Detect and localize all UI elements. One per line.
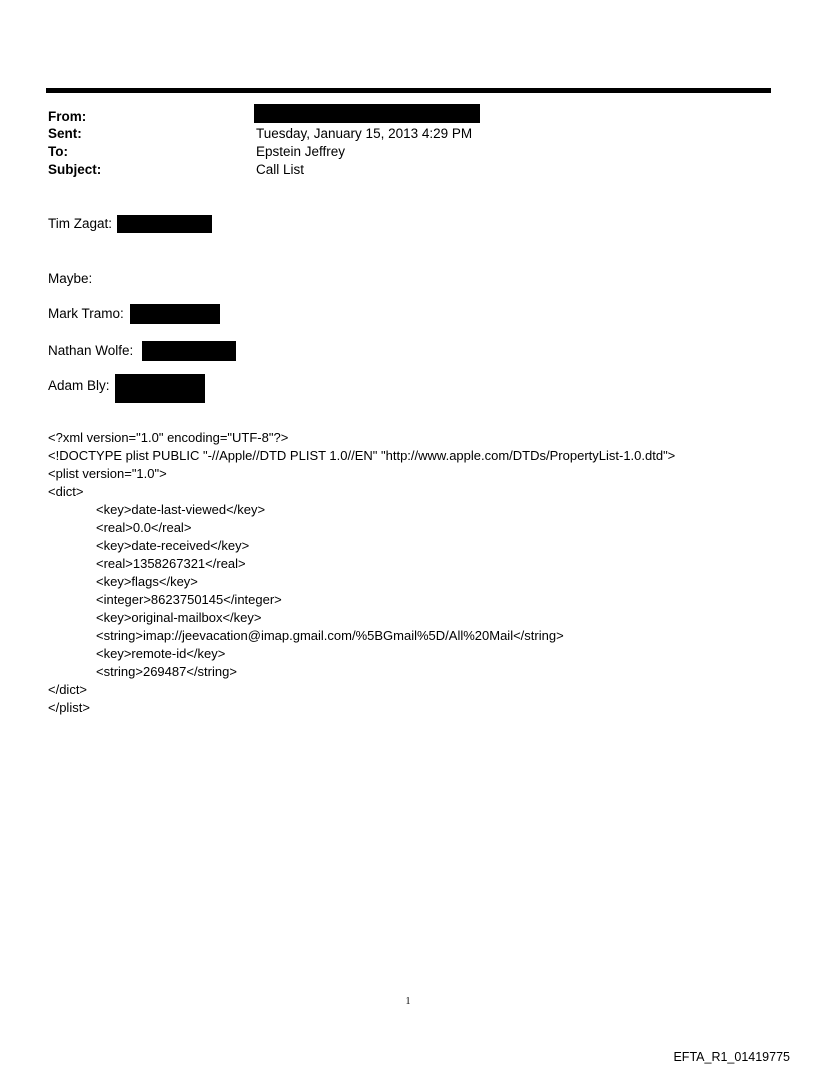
sent-label: Sent: xyxy=(48,126,82,141)
body-line-maybe: Maybe: xyxy=(48,271,93,286)
to-label: To: xyxy=(48,144,68,159)
xml-line: <real>1358267321</real> xyxy=(96,556,246,571)
sent-value: Tuesday, January 15, 2013 4:29 PM xyxy=(256,126,473,141)
xml-line: <key>remote-id</key> xyxy=(96,646,226,661)
bates-number: EFTA_R1_01419775 xyxy=(673,1050,790,1064)
xml-line: <?xml version="1.0" encoding="UTF-8"?> xyxy=(48,430,289,445)
xml-line: <string>269487</string> xyxy=(96,664,237,679)
redaction-mark-tramo xyxy=(130,304,220,324)
page-number: 1 xyxy=(405,996,411,1007)
body-line-mark-tramo: Mark Tramo: xyxy=(48,306,124,321)
xml-line: <key>date-received</key> xyxy=(96,538,250,553)
xml-line: <dict> xyxy=(48,484,84,499)
xml-line: <plist version="1.0"> xyxy=(48,466,167,481)
xml-line: </plist> xyxy=(48,700,90,715)
xml-line: <integer>8623750145</integer> xyxy=(96,592,282,607)
redaction-nathan-wolfe xyxy=(142,341,236,361)
xml-line: <real>0.0</real> xyxy=(96,520,192,535)
redaction-adam-bly xyxy=(115,374,205,403)
xml-line: <key>flags</key> xyxy=(96,574,198,589)
header-divider xyxy=(46,88,771,93)
subject-label: Subject: xyxy=(48,162,102,177)
body-line-tim-zagat: Tim Zagat: xyxy=(48,216,113,231)
xml-line: <key>date-last-viewed</key> xyxy=(96,502,266,517)
xml-line: <key>original-mailbox</key> xyxy=(96,610,262,625)
subject-value: Call List xyxy=(256,162,305,177)
to-value: Epstein Jeffrey xyxy=(256,144,346,159)
xml-line: <string>imap://jeevacation@imap.gmail.com/%5BGmail%5D/All%20Mail</string> xyxy=(96,628,564,643)
body-line-adam-bly: Adam Bly: xyxy=(48,378,110,393)
redaction-from xyxy=(254,104,480,123)
from-label: From: xyxy=(48,109,87,124)
xml-line: </dict> xyxy=(48,682,88,697)
body-line-nathan-wolfe: Nathan Wolfe: xyxy=(48,343,134,358)
xml-line: <!DOCTYPE plist PUBLIC "-//Apple//DTD PLIST 1.0//EN" "http://www.apple.com/DTDs/PropertyList-1.0.dtd"> xyxy=(48,448,676,463)
redaction-tim-zagat xyxy=(117,215,212,233)
